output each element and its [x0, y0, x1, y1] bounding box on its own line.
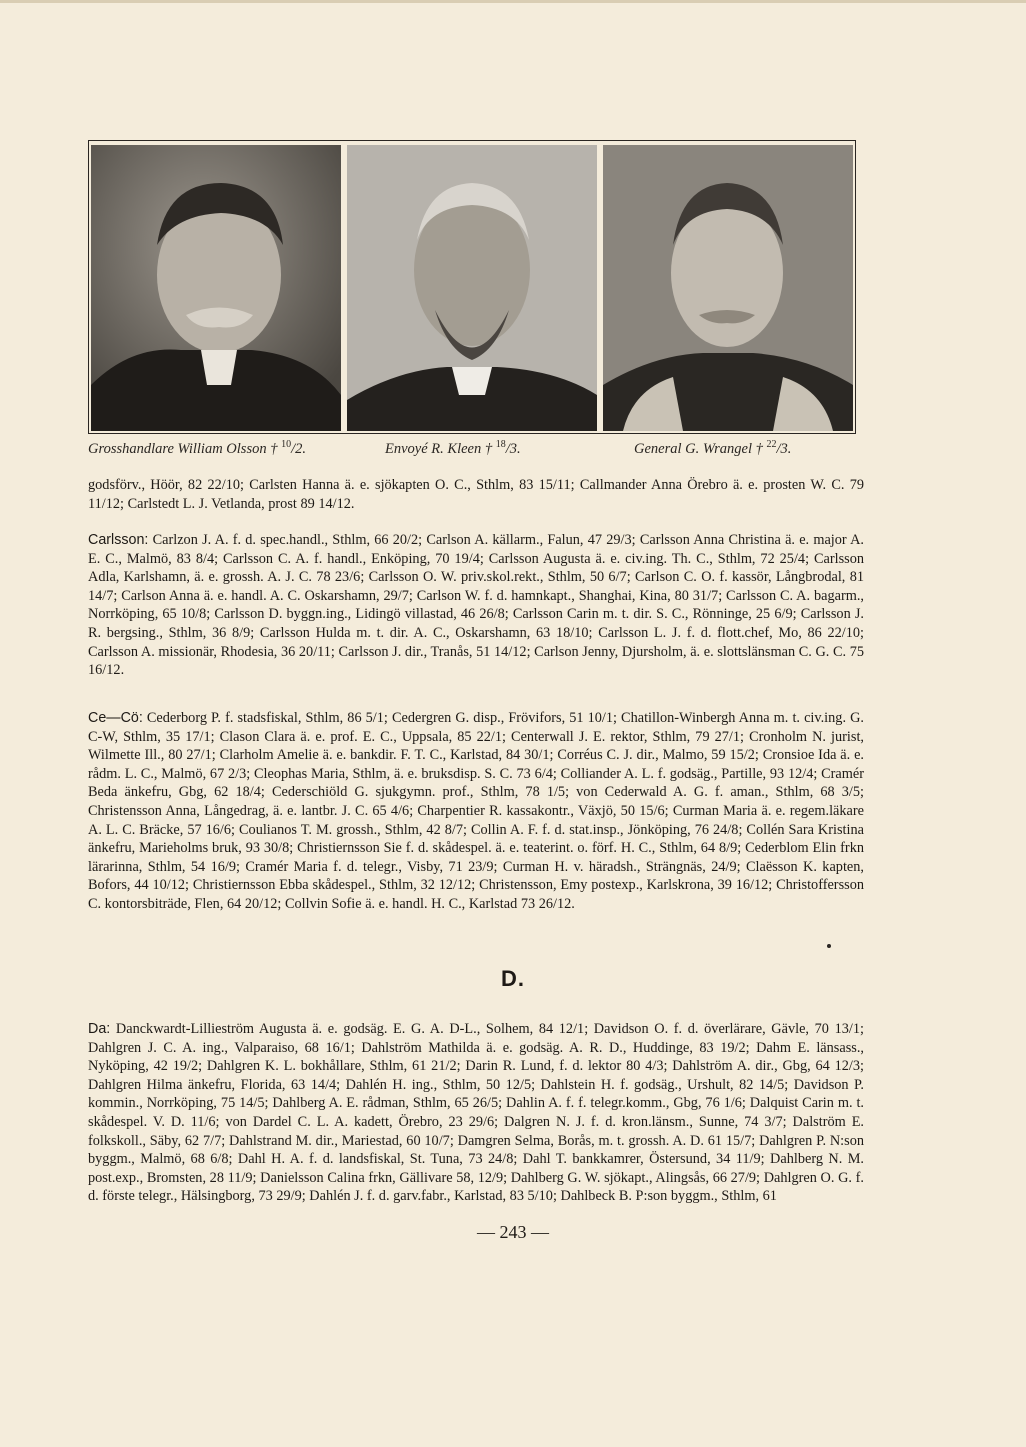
portrait-photo-olsson: [91, 145, 341, 431]
caption-kleen: Envoyé R. Kleen † $^{18}$/3.: [385, 439, 521, 457]
da-text: Danckwardt-Lillieström Augusta ä. e. godsäg. E. G. A. D-L., Solhem, 84 12/1; Davidson O. f. d. överlärare, Gävle, 70 13/1; Dahlgren J. C. A. ing., Valparaiso, 68 16/1; Dahlström Mathilda ä. e. godsäg. A. R. D., Huddinge, 83 19/2; Dahm E. länsass., Nyköping, 42 19/2; Dahlgren K. L. bokhållare, Sthlm, 61 21/2; Darin R. Lund, f. d. lektor 80 4/3; Dahlström A. dir., Gbg, 64 12/3; Dahlgren Hilma änkefru, Florida, 63 14/4; Dahlén H. ing., Sthlm, 50 12/5; Dahlstein H. f. godsäg., Urshult, 82 14/5; Davidson P. kommin., Norrköping, 75 14/5; Dahlberg A. E. rådman, Sthlm, 65 26/5; Dahlin A. f. f. telegr.komm., Gbg, 76 1/6; Dalquist Carin m. t. skådespel. V. D. 11/6; von Dardel C. L. A. kadett, Örebro, 23 29/6; Dalgren N. J. f. d. kron.länsm., Sunne, 74 3/7; Dalström E. folkskoll., Säby, 62 7/7; Dahlstrand M. dir., Mariestad, 60 10/7; Damgren Selma, Borås, m. t. grossh. A. D. 61 15/7; Dahlgren P. N:son byggm., Malmö, 68 6/8; Dahl H. A. f. d. landsfiskal, St. Tuna, 73 24/8; Dahl T. bankkamrer, Östersund, 34 11/9; Dahlberg N. M. post.exp., Bromsten, 28 11/9; Danielsson Calina frkn, Gällivare 58, 12/9; Dahlberg G. W. sjökapt., Alingsås, 66 27/9; Dahlgren O. G. f. d. förste telegr., Hälsingborg, 73 29/9; Dahlén J. f. d. garv.fabr., Karlstad, 83 5/10; Dahlbeck B. P:son byggm., Sthlm, 61: [88, 1021, 864, 1205]
carlsson-lead: Carlsson:: [88, 532, 149, 548]
ce-co-text: Cederborg P. f. stadsfiskal, Sthlm, 86 5/1; Cedergren G. disp., Frövifors, 51 10/1; Chatillon-Winbergh Anna m. t. civ.ing. G. C-W, Sthlm, 35 17/1; Clason Clara ä. e. prof. E. C., Uppsala, 85 22/1; Centerwall J. E. rektor, Sthlm, 79 27/1; Cronholm N. jurist, Wilmette Ill., 80 27/1; Clarholm Amelie ä. e. bankdir. F. T. C., Karlstad, 84 30/1; Corréus C. J. dir., Malmo, 59 15/2; Cronsioe Ida ä. e. rådm. L. C., Malmö, 67 2/3; Cleophas Maria, Sthlm, ä. e. bruksdisp. S. C. 73 6/4; Colliander A. L. f. godsäg., Partille, 93 12/4; Cramér Beda änkefru, Gbg, 62 18/4; Cederschiöld G. sjukgymn. prof., Sthlm, 78 1/5; von Cederwald A. G. f. aman., Sthlm, 68 3/5; Christensson Anna, Långedrag, ä. e. lantbr. J. C. 65 4/6; Charpentier R. kassakontr., Växjö, 50 15/6; Curman Maria ä. e. regem.läkare A. L. C. Bräcke, 57 16/6; Coulianos T. M. grossh., Sthlm, 42 8/7; Collin A. F. f. d. stat.insp., Jönköping, 76 24/8; Collén Sara Kristina änkefru, Marieholms bruk, 93 30/8; Christiernsson Sie f. d. skådespel. ä. e. teaterint. o. förf. H. C., Sthlm, 64 8/9; Cederblom Elin frkn lärarinna, Sthlm, 54 16/9; Cramér Maria f. d. telegr., Visby, 71 23/9; Curman H. v. häradsh., Strängnäs, 24/9; Claësson K. kapten, Bofors, 44 10/12; Christiernsson Ebba skådespel., Sthlm, 32 12/12; Christensson, Emy postexp., Karlskrona, 39 16/12; Christoffersson C. kontorsbiträde, Flen, 64 20/12; Collvin Sofie ä. e. handl. H. C., Karlstad 73 26/12.: [88, 710, 864, 912]
da-lead: Da:: [88, 1021, 111, 1037]
carlsson-text: Carlzon J. A. f. d. spec.handl., Sthlm, 66 20/2; Carlson A. källarm., Falun, 47 29/3; Carlsson Anna Christina ä. e. major A. E. C., Malmö, 83 8/4; Carlsson C. A. f. handl., Enköping, 70 19/4; Carlsson Augusta ä. e. civ.ing. Th. C., Sthlm, 72 25/4; Carlsson Adla, Karlshamn, ä. e. grossh. A. J. C. 78 23/6; Carlsson O. W. priv.skol.rekt., Sthlm, 50 6/7; Carlson C. O. f. kassör, Långbrodal, 81 14/7; Carlson Anna ä. e. handl. A. C. Oskarshamn, 29/7; Carlson W. f. d. hamnkapt., Shanghai, Kina, 80 31/7; Carlsson C. A. bagarm., Norrköping, 65 10/8; Carlsson D. byggn.ing., Lidingö villastad, 46 26/8; Carlsson Carin m. t. dir. S. C., Rönninge, 25 6/9; Carlsson J. R. bergsing., Sthlm, 36 8/9; Carlsson Hulda m. t. dir. A. C., Oskarshamn, 63 18/10; Carlsson L. J. f. d. flott.chef, Mo, 86 22/10; Carlsson A. missionär, Rhodesia, 36 20/11; Carlsson J. dir., Tranås, 51 14/12; Carlson Jenny, Djursholm, ä. e. slottslänsman C. G. C. 75 16/12.: [88, 532, 864, 679]
continuation-paragraph: godsförv., Höör, 82 22/10; Carlsten Hanna ä. e. sjökapten O. C., Sthlm, 83 15/11; Callmander Anna Örebro ä. e. prosten W. C. 79 11/12; Carlstedt L. J. Vetlanda, prost 89 14/12.: [88, 477, 864, 512]
page-edge: [0, 0, 1026, 3]
section-heading-d: D.: [501, 966, 525, 991]
caption-olsson: Grosshandlare William Olsson † $^{10}$/2.: [88, 439, 306, 457]
stray-dot: [827, 944, 831, 948]
ce-co-lead: Ce—Cö:: [88, 710, 143, 726]
portrait-photo-wrangel: [603, 145, 853, 431]
carlsson-paragraph: [88, 531, 864, 680]
ce-co-paragraph: [88, 709, 864, 914]
portrait-photo-kleen: [347, 145, 597, 431]
portrait-strip: [88, 140, 856, 434]
caption-wrangel: General G. Wrangel † $^{22}$/3.: [634, 439, 792, 457]
da-paragraph: [88, 1020, 864, 1206]
page-number: — 243 —: [477, 1222, 549, 1242]
